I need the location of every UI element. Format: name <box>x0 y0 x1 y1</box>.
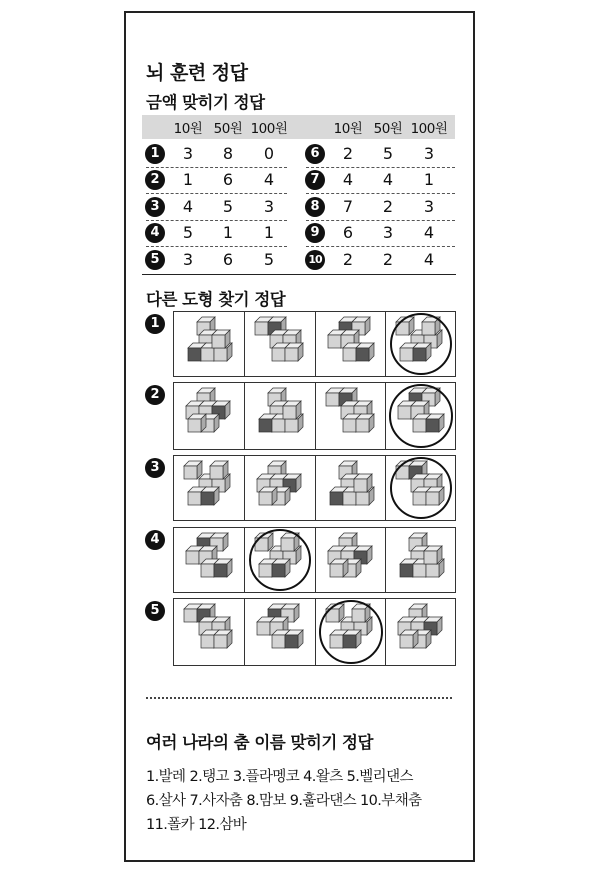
shapes-heading: 다른 도형 찾기 정답 <box>146 290 286 309</box>
page-title: 뇌 훈련 정답 <box>146 62 248 84</box>
cube-cluster-icon <box>245 456 314 520</box>
row-divider <box>146 246 287 247</box>
coin-count-value: 5 <box>182 223 194 242</box>
question-number-badge: 2 <box>145 170 165 190</box>
coin-count-value: 4 <box>382 170 394 189</box>
question-number-badge: 10 <box>305 250 325 270</box>
coin-count-value: 3 <box>182 250 194 269</box>
row-divider <box>146 167 287 168</box>
col-header-right-100: 100원 <box>410 121 448 137</box>
coin-count-value: 2 <box>342 144 354 163</box>
coin-count-value: 3 <box>423 144 435 163</box>
coin-count-value: 3 <box>382 223 394 242</box>
question-number-badge: 5 <box>145 250 165 270</box>
cube-cluster-icon <box>245 383 314 447</box>
coin-count-value: 5 <box>382 144 394 163</box>
dance-answer-line: 6.살사 7.사자춤 8.맘보 9.훌라댄스 10.부채춤 <box>146 793 422 809</box>
cube-cluster-icon <box>174 383 243 447</box>
shape-option-cell <box>385 527 456 593</box>
question-number-badge: 3 <box>145 458 165 478</box>
cube-cluster-icon <box>174 456 243 520</box>
coin-count-value: 4 <box>423 250 435 269</box>
coin-count-value: 7 <box>342 197 354 216</box>
cube-cluster-icon <box>174 528 243 592</box>
shape-option-cell <box>173 382 245 450</box>
money-heading: 금액 맞히기 정답 <box>146 93 265 112</box>
coin-count-value: 1 <box>263 223 275 242</box>
coin-count-value: 4 <box>423 223 435 242</box>
coin-count-value: 3 <box>263 197 275 216</box>
question-number-badge: 2 <box>145 385 165 405</box>
coin-count-value: 4 <box>182 197 194 216</box>
cube-cluster-icon <box>245 599 314 663</box>
shape-option-cell <box>173 527 245 593</box>
coin-count-value: 6 <box>222 170 234 189</box>
shape-option-cell <box>173 598 245 666</box>
answer-circle-marker <box>389 384 453 448</box>
shape-option-cell <box>315 382 387 450</box>
row-divider <box>146 220 287 221</box>
coin-count-value: 2 <box>382 250 394 269</box>
coin-count-value: 2 <box>382 197 394 216</box>
shape-option-cell <box>173 311 245 377</box>
shape-option-cell <box>244 455 316 521</box>
coin-count-value: 8 <box>222 144 234 163</box>
row-divider <box>306 167 455 168</box>
question-number-badge: 5 <box>145 601 165 621</box>
question-number-badge: 4 <box>145 530 165 550</box>
question-number-badge: 8 <box>305 197 325 217</box>
col-header-right-10: 10원 <box>333 121 363 137</box>
coin-count-value: 6 <box>342 223 354 242</box>
row-divider <box>306 193 455 194</box>
col-header-right-50: 50원 <box>373 121 403 137</box>
shape-option-cell <box>385 598 456 666</box>
answer-circle-marker <box>390 457 452 519</box>
coin-count-value: 4 <box>342 170 354 189</box>
coin-count-value: 1 <box>182 170 194 189</box>
dance-answer-line: 1.발레 2.탱고 3.플라멩코 4.왈츠 5.벨리댄스 <box>146 769 413 785</box>
cube-cluster-icon <box>316 312 385 376</box>
cube-cluster-icon <box>174 599 243 663</box>
shape-option-cell <box>244 598 316 666</box>
dance-answer-line: 11.폴카 12.삼바 <box>146 817 247 833</box>
coin-count-value: 0 <box>263 144 275 163</box>
coin-count-value: 1 <box>423 170 435 189</box>
table-bottom-rule <box>142 274 456 275</box>
shape-option-cell <box>173 455 245 521</box>
cube-cluster-icon <box>386 599 455 663</box>
coin-count-value: 3 <box>182 144 194 163</box>
answer-circle-marker <box>319 600 383 664</box>
shape-option-cell <box>244 382 316 450</box>
row-divider <box>306 220 455 221</box>
question-number-badge: 1 <box>145 314 165 334</box>
dance-answers <box>146 765 466 837</box>
shape-option-cell <box>315 311 387 377</box>
coin-count-value: 6 <box>222 250 234 269</box>
coin-count-value: 5 <box>222 197 234 216</box>
coin-count-value: 1 <box>222 223 234 242</box>
col-header-left-10: 10원 <box>173 121 203 137</box>
row-divider <box>146 193 287 194</box>
row-divider <box>306 246 455 247</box>
shape-option-cell <box>315 455 387 521</box>
coin-count-value: 5 <box>263 250 275 269</box>
shape-option-cell <box>315 527 387 593</box>
question-number-badge: 3 <box>145 197 165 217</box>
question-number-badge: 9 <box>305 223 325 243</box>
coin-count-value: 2 <box>342 250 354 269</box>
question-number-badge: 1 <box>145 144 165 164</box>
coin-count-value: 4 <box>263 170 275 189</box>
cube-cluster-icon <box>245 312 314 376</box>
col-header-left-100: 100원 <box>250 121 288 137</box>
section-divider <box>146 697 452 699</box>
question-number-badge: 7 <box>305 170 325 190</box>
answer-circle-marker <box>249 529 311 591</box>
question-number-badge: 6 <box>305 144 325 164</box>
answer-circle-marker <box>390 313 452 375</box>
cube-cluster-icon <box>386 528 455 592</box>
shape-option-cell <box>244 311 316 377</box>
col-header-left-50: 50원 <box>213 121 243 137</box>
question-number-badge: 4 <box>145 223 165 243</box>
dance-heading: 여러 나라의 춤 이름 맞히기 정답 <box>146 733 373 752</box>
cube-cluster-icon <box>316 528 385 592</box>
coin-count-value: 3 <box>423 197 435 216</box>
cube-cluster-icon <box>316 456 385 520</box>
cube-cluster-icon <box>316 383 385 447</box>
cube-cluster-icon <box>174 312 243 376</box>
